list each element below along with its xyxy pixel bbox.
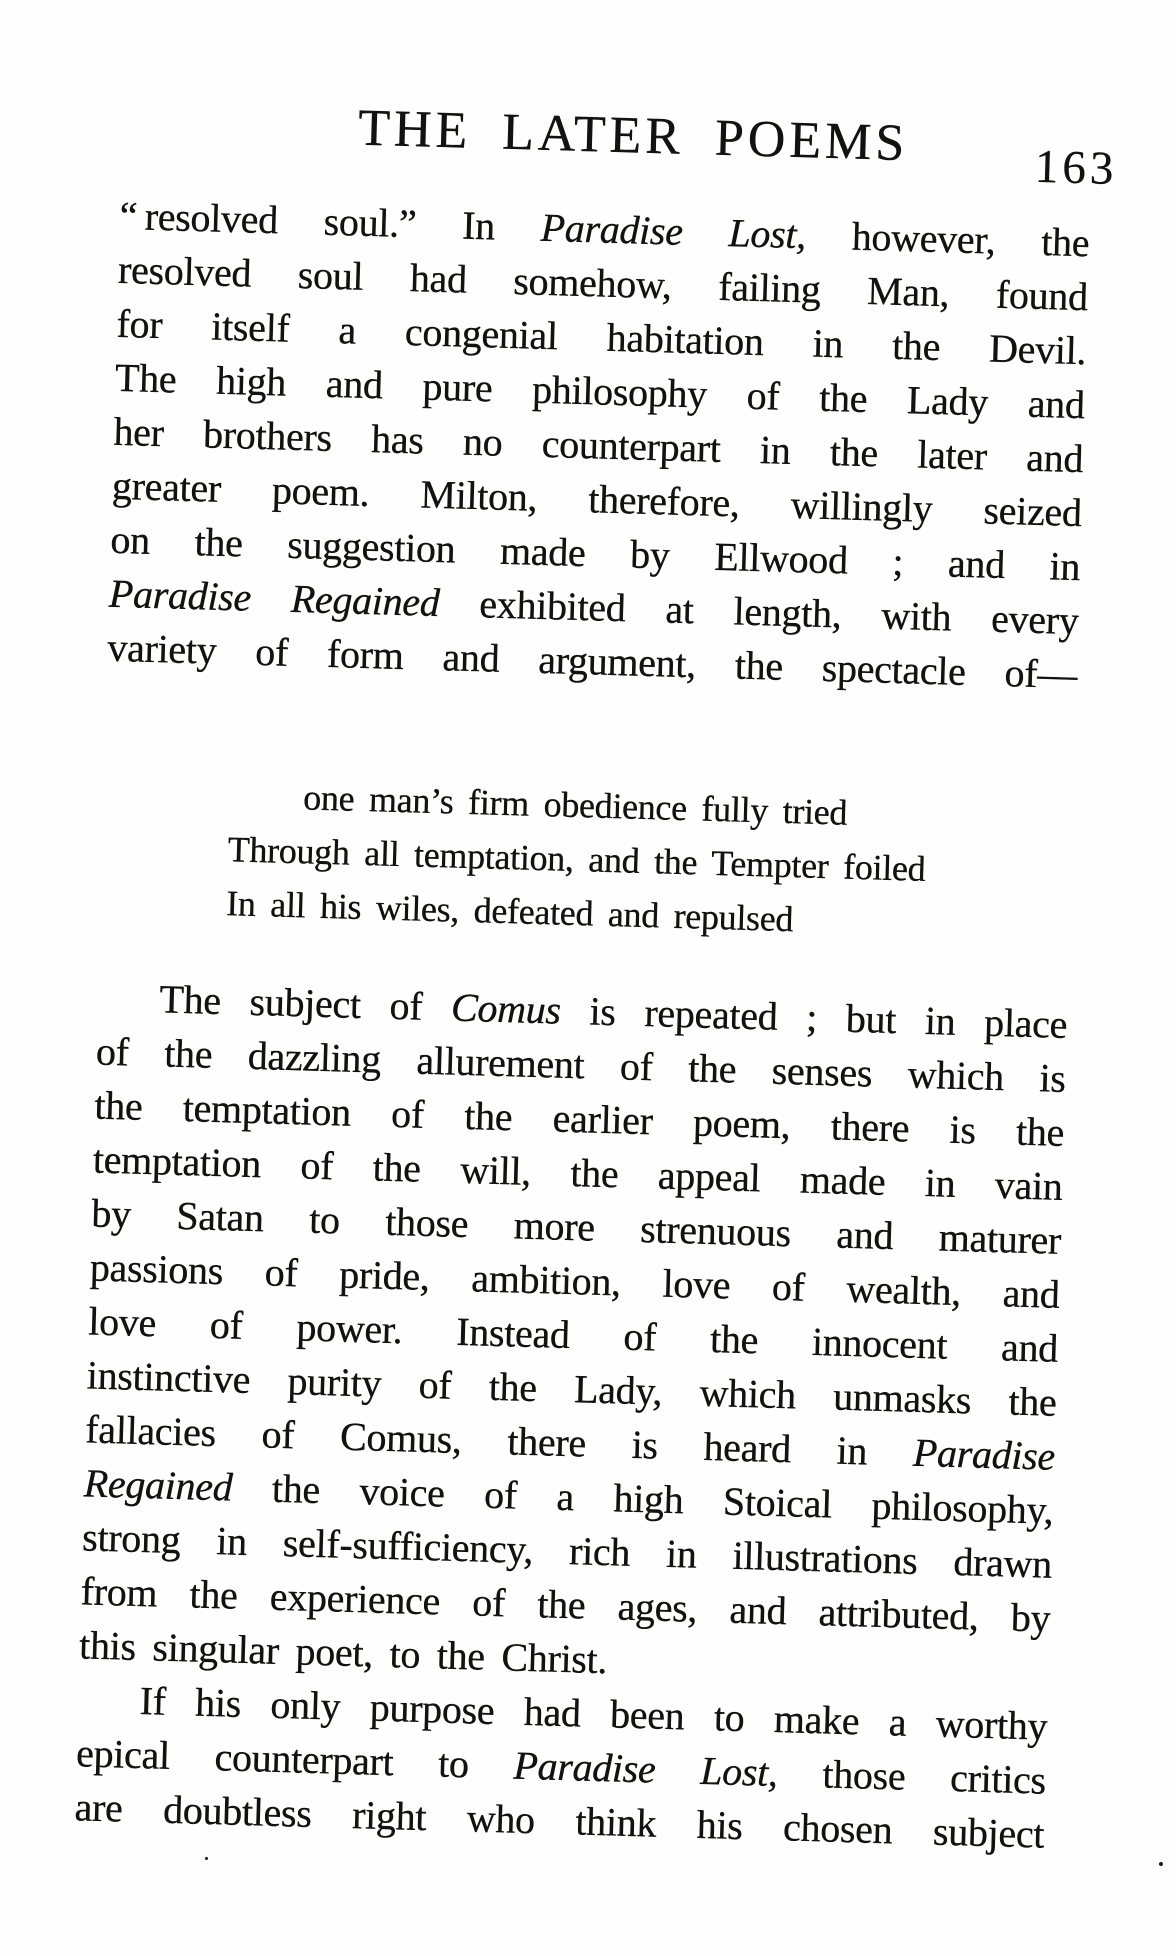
word: allurement	[415, 1037, 585, 1088]
word: love	[661, 1260, 731, 1308]
word: the	[163, 1030, 213, 1077]
word: ;	[805, 994, 818, 1040]
word: spectacle	[821, 644, 967, 694]
text-column	[74, 189, 1090, 1862]
word: strenuous	[639, 1205, 792, 1256]
word: habitation	[606, 314, 765, 364]
word: repeated	[643, 989, 778, 1039]
word: of	[619, 1043, 654, 1090]
word: and	[1027, 380, 1086, 428]
word: counterpart	[213, 1734, 394, 1785]
word: seized	[982, 487, 1083, 536]
page-header	[357, 98, 1119, 195]
word: and	[947, 540, 1006, 587]
italic-word: Paradise	[108, 570, 252, 620]
italic-word: Lost,	[727, 209, 807, 258]
word: instinctive	[86, 1352, 251, 1402]
word: the	[463, 1092, 513, 1140]
word: been	[609, 1691, 685, 1739]
word: unmasks	[832, 1373, 972, 1423]
verse-quote	[225, 768, 1073, 954]
word: The	[114, 354, 177, 402]
word: of	[260, 1411, 295, 1458]
word: Milton,	[419, 471, 538, 520]
word: Man,	[866, 267, 950, 316]
word: itself	[210, 303, 291, 351]
word: for	[115, 300, 163, 347]
word: drawn	[952, 1538, 1053, 1587]
word: of	[745, 372, 780, 419]
word: the	[536, 1581, 586, 1628]
word: had	[523, 1688, 582, 1736]
word: If	[138, 1677, 167, 1724]
word: senses	[771, 1047, 873, 1096]
word: variety	[106, 624, 217, 673]
word: love	[87, 1298, 157, 1346]
word: and	[835, 1211, 894, 1258]
word: is	[588, 988, 617, 1035]
word: those	[821, 1751, 906, 1799]
word: somehow,	[512, 257, 673, 308]
word: heard	[702, 1423, 792, 1472]
word: in	[759, 426, 792, 473]
word: has	[370, 415, 425, 463]
word: of	[264, 1249, 299, 1296]
word: high	[215, 357, 287, 405]
word: soul.”	[322, 198, 417, 247]
word: Devil.	[988, 325, 1087, 374]
word: passions	[89, 1244, 224, 1294]
word: by	[1010, 1594, 1051, 1641]
word: Lady,	[573, 1366, 663, 1414]
word: innocent	[811, 1318, 948, 1368]
word: the	[1015, 1108, 1065, 1155]
word: at	[664, 586, 695, 633]
word: philosophy,	[870, 1482, 1054, 1533]
word: in	[924, 1159, 956, 1206]
word: of	[471, 1579, 506, 1626]
word: the	[188, 1571, 239, 1618]
word: Instead	[455, 1308, 571, 1357]
word: Comus,	[339, 1413, 463, 1462]
word: greater	[111, 462, 222, 511]
word: right	[351, 1791, 427, 1840]
word: and	[1001, 1270, 1061, 1317]
word: a	[337, 306, 357, 353]
word: with	[880, 592, 952, 640]
word: only	[269, 1681, 341, 1729]
word: which	[906, 1051, 1005, 1100]
word: to	[308, 1196, 341, 1243]
word: is	[948, 1106, 977, 1153]
word: of	[771, 1263, 806, 1310]
word: ambition,	[470, 1255, 622, 1305]
word: the	[372, 1144, 422, 1191]
word: the	[193, 518, 244, 566]
word: and	[1000, 1324, 1059, 1371]
word: of	[417, 1361, 452, 1408]
word: doubtless	[162, 1786, 313, 1836]
word: a	[555, 1473, 575, 1520]
word: soul	[297, 251, 364, 299]
word: brothers	[202, 411, 333, 460]
word: no	[462, 418, 503, 465]
word: is	[630, 1421, 659, 1468]
word: resolved	[117, 246, 252, 296]
italic-word: Paradise	[512, 1742, 657, 1792]
word: length,	[732, 588, 843, 637]
word: high	[612, 1475, 684, 1523]
word: in	[1048, 543, 1081, 589]
word: form	[326, 630, 405, 678]
paragraph	[78, 970, 1067, 1699]
word: the	[1007, 1378, 1058, 1425]
word: are	[73, 1784, 124, 1831]
word: in	[215, 1517, 248, 1564]
word: epical	[75, 1730, 171, 1778]
word: in	[665, 1530, 698, 1577]
word: power.	[295, 1304, 403, 1353]
word: temptation	[182, 1084, 352, 1135]
word: critics	[949, 1754, 1047, 1803]
word: the	[734, 642, 784, 689]
word: a	[888, 1699, 907, 1745]
word: and	[1025, 434, 1084, 482]
word: experience	[269, 1573, 441, 1624]
italic-word: Paradise	[539, 204, 684, 254]
word: there	[830, 1103, 910, 1151]
paragraph	[74, 1672, 1048, 1861]
word: pride,	[338, 1251, 431, 1299]
word: will,	[459, 1146, 532, 1194]
text-run: Through all temptation, and the Tempter foiled	[227, 829, 926, 889]
word: vain	[994, 1161, 1064, 1209]
word: the	[709, 1315, 759, 1363]
word: of	[483, 1471, 518, 1518]
word: those	[384, 1198, 469, 1246]
word: strong	[81, 1514, 181, 1562]
word: exhibited	[478, 581, 627, 631]
word: by	[90, 1190, 132, 1237]
ink-speck	[205, 1857, 208, 1860]
page-number: 163	[1034, 140, 1119, 195]
word: of	[299, 1142, 334, 1189]
word: think	[574, 1798, 657, 1846]
word: argument,	[537, 636, 697, 687]
paragraph	[107, 189, 1090, 702]
text-run: one man’s firm obedience fully tried	[302, 777, 848, 833]
italic-word: Lost,	[699, 1747, 779, 1795]
word: made	[499, 527, 587, 576]
word: purity	[286, 1357, 382, 1406]
word: in	[811, 320, 844, 367]
word: the	[93, 1082, 143, 1129]
word: every	[990, 595, 1080, 643]
word: had	[409, 254, 468, 302]
word: in	[924, 997, 956, 1044]
italic-word: Paradise	[912, 1429, 1056, 1479]
word: illustrations	[731, 1532, 919, 1583]
word: who	[466, 1795, 536, 1843]
word: suggestion	[286, 521, 456, 572]
word: the	[1040, 218, 1090, 266]
word: of	[95, 1028, 130, 1075]
word: and	[441, 634, 500, 681]
word: willingly	[789, 481, 933, 531]
word: fallacies	[84, 1406, 217, 1455]
word: of	[254, 628, 289, 675]
word: of—	[1003, 649, 1078, 697]
word: maturer	[938, 1214, 1062, 1263]
word: from	[80, 1568, 158, 1616]
word: the	[271, 1465, 321, 1512]
word: of	[209, 1301, 244, 1348]
word: but	[845, 995, 897, 1042]
word: is	[1038, 1055, 1067, 1101]
italic-word: Regained	[290, 575, 441, 625]
word: place	[983, 999, 1068, 1047]
word: to	[437, 1740, 470, 1787]
italic-word: Comus	[450, 984, 562, 1033]
word: the	[891, 322, 941, 369]
word: the	[687, 1045, 737, 1092]
word: Ellwood	[713, 533, 849, 583]
italic-word: Regained	[83, 1460, 233, 1510]
word: poem,	[692, 1099, 791, 1148]
word: Lady	[906, 377, 989, 425]
word: appeal	[657, 1152, 761, 1201]
word: rich	[568, 1527, 631, 1575]
word: and	[728, 1586, 787, 1634]
text-run: In all his wiles, defeated and repulsed	[225, 883, 794, 940]
word: dazzling	[247, 1032, 382, 1082]
word: the	[569, 1149, 619, 1197]
word: of	[388, 982, 423, 1029]
word: on	[109, 516, 151, 563]
word: in	[835, 1427, 868, 1474]
word: ages,	[616, 1583, 698, 1631]
word: there	[506, 1418, 587, 1466]
word: philosophy	[531, 366, 708, 417]
word: to	[713, 1694, 745, 1740]
word: which	[698, 1369, 797, 1418]
word: congenial	[404, 308, 559, 359]
word: poem.	[271, 467, 370, 515]
word: Satan	[175, 1192, 265, 1241]
word: “ resolved	[118, 192, 279, 243]
word: counterpart	[541, 420, 722, 471]
word: temptation	[92, 1136, 262, 1187]
word: his	[194, 1679, 242, 1726]
word: purpose	[369, 1684, 495, 1733]
page-title: THE LATER POEMS	[357, 99, 909, 172]
word: In	[461, 202, 496, 249]
word: subject	[932, 1808, 1045, 1857]
word: earlier	[551, 1095, 654, 1144]
word: make	[773, 1695, 860, 1744]
word: failing	[717, 263, 822, 312]
word: and	[325, 360, 384, 408]
word: later	[916, 431, 988, 479]
text-run: this singular poet, to the Christ.	[78, 1622, 608, 1683]
word: The	[158, 976, 222, 1023]
word: subject	[248, 978, 362, 1027]
word: more	[513, 1202, 596, 1250]
word: therefore,	[587, 476, 741, 526]
word: his	[696, 1801, 744, 1848]
word: self-sufficiency,	[282, 1519, 534, 1572]
word: ;	[891, 538, 904, 584]
word: found	[995, 271, 1089, 320]
ink-speck	[1159, 1862, 1163, 1866]
word: made	[799, 1156, 886, 1204]
word: of	[622, 1313, 657, 1360]
word: the	[818, 374, 868, 421]
word: by	[629, 531, 671, 578]
word: worthy	[935, 1700, 1048, 1749]
word: wealth,	[845, 1265, 962, 1314]
word: however,	[851, 213, 997, 263]
word: her	[112, 408, 165, 456]
word: Stoical	[722, 1478, 833, 1527]
word: the	[829, 428, 879, 476]
word: of	[390, 1090, 425, 1137]
word: pure	[421, 363, 493, 411]
word: voice	[358, 1468, 446, 1516]
word: chosen	[782, 1804, 893, 1853]
word: attributed,	[817, 1589, 980, 1639]
word: the	[488, 1363, 538, 1410]
